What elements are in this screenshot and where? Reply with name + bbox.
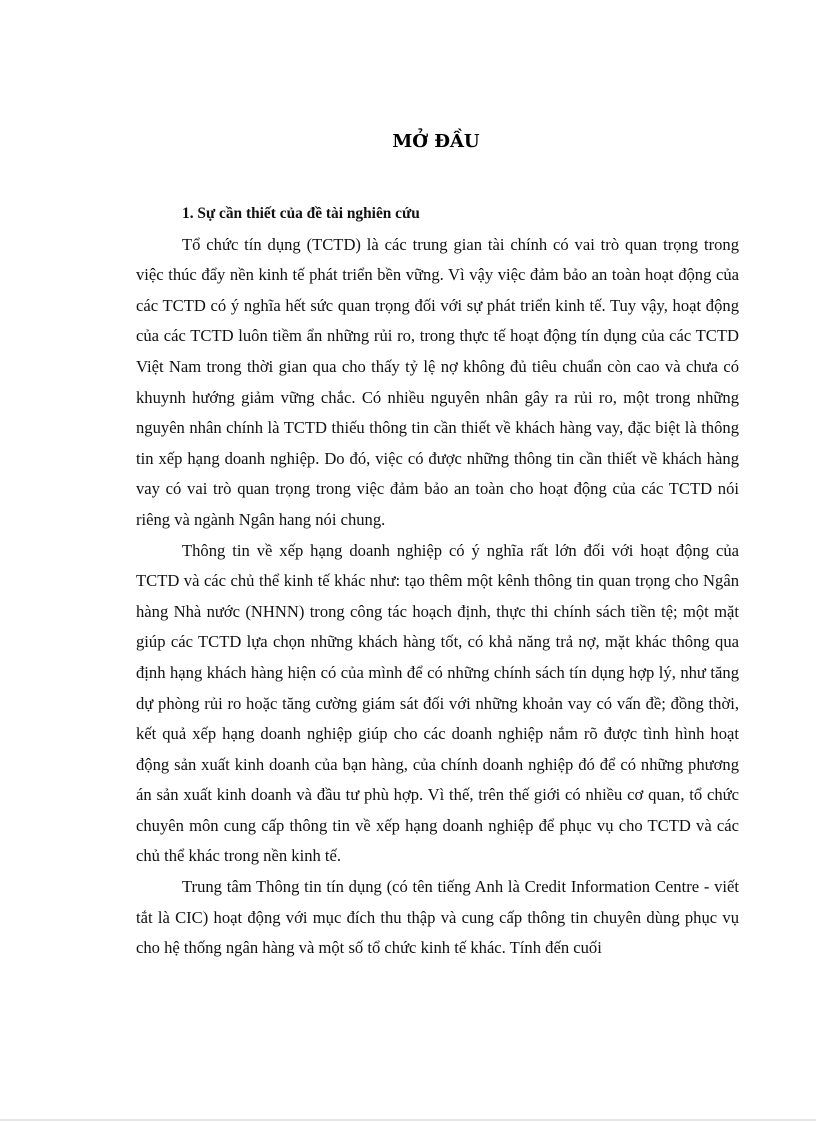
paragraph-3: Trung tâm Thông tin tín dụng (có tên tiếng Anh là Credit Information Centre - viết tắt là CIC) hoạt động với mục đích thu thập và cung cấp thông tin chuyên dùng phục vụ cho hệ thống ngân hàng và một số tổ chức kinh tế khác. Tính đến cuối [136,877,739,958]
paragraph-1: Tổ chức tín dụng (TCTD) là các trung gian tài chính có vai trò quan trọng trong việc thúc đẩy nền kinh tế phát triển bền vững. Vì vậy việc đảm bảo an toàn hoạt động của các TCTD có ý nghĩa hết sức quan trọng đối với sự phát triển kinh tế. Tuy vậy, hoạt động của các TCTD luôn tiềm ẩn những rủi ro, trong thực tế hoạt động tín dụng của các TCTD Việt Nam trong thời gian qua cho thấy tỷ lệ nợ không đủ tiêu chuẩn còn cao và chưa có khuynh hướng giảm vững chắc. Có nhiều nguyên nhân gây ra rủi ro, một trong những nguyên nhân chính là TCTD thiếu thông tin cần thiết về khách hàng vay, đặc biệt là thông tin xếp hạng doanh nghiệp. Do đó, việc có được những thông tin cần thiết về khách hàng vay có vai trò quan trọng trong việc đảm bảo an toàn cho hoạt động của các TCTD nói riêng và ngành Ngân hang nói chung. [136,234,739,529]
page-bottom-divider [0,1119,816,1121]
page-title: MỞ ĐẦU [392,131,480,152]
body-text [136,199,739,964]
paragraph-2: Thông tin về xếp hạng doanh nghiệp có ý nghĩa rất lớn đối với hoạt động của TCTD và các chủ thể kinh tế khác như: tạo thêm một kênh thông tin quan trọng cho Ngân hàng Nhà nước (NHNN) trong công tác hoạch định, thực thi chính sách tiền tệ; một mặt giúp các TCTD lựa chọn những khách hàng tốt, có khả năng trả nợ, mặt khác thông qua định hạng khách hàng hiện có của mình để có những chính sách tín dụng hợp lý, như tăng dự phòng rủi ro hoặc tăng cường giám sát đối với những khoản vay có vấn đề; đồng thời, kết quả xếp hạng doanh nghiệp giúp cho các doanh nghiệp nắm rõ được tình hình hoạt động sản xuất kinh doanh của bạn hàng, của chính doanh nghiệp đó để có những phương án sản xuất kinh doanh và đầu tư phù hợp. Vì thế, trên thế giới có nhiều cơ quan, tổ chức chuyên môn cung cấp thông tin về xếp hạng doanh nghiệp để phục vụ cho TCTD và các chủ thể khác trong nền kinh tế. [136,540,739,866]
section-heading: 1. Sự cần thiết của đề tài nghiên cứu [182,205,420,222]
